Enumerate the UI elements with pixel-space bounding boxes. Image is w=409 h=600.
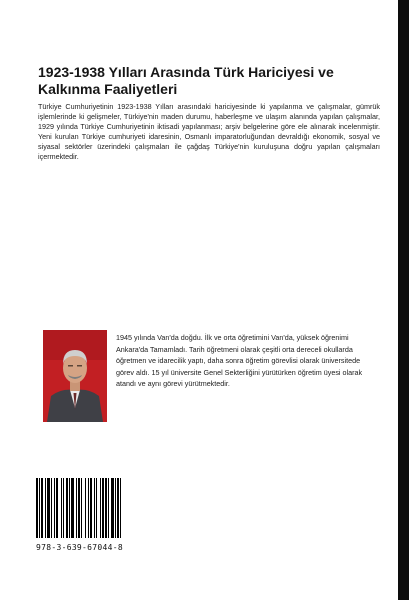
book-spine-edge <box>398 0 409 600</box>
author-photo <box>43 330 107 422</box>
author-bio: 1945 yılında Van'da doğdu. İlk ve orta öğretimini Van'da, yüksek öğrenimi Ankara'da Tamamladı. Tarih öğretmeni olarak çeşitli orta dereceli okullarda öğretmen ve idarecilik yaptı, daha sonra öğretim görevlisi olarak üniversitede görev aldı. 15 yıl üniversite Genel Sekterliğini yürütürken öğretim üyesi olarak atandı ve aynı görevi yürütmektedir. <box>116 333 363 388</box>
isbn-barcode-icon <box>36 478 156 538</box>
barcode-bar <box>121 478 123 538</box>
author-portrait-icon <box>43 330 107 422</box>
isbn-number: 978-3-639-67044-8 <box>36 543 123 552</box>
book-title: 1923-1938 Yılları Arasında Türk Hariciyesi ve Kalkınma Faaliyetleri <box>38 64 334 97</box>
book-description: Türkiye Cumhuriyetinin 1923-1938 Yılları arasındaki hariciyesinde ki yapılanma ve çalışmalar, gümrük işlemlerinde ki gelişmeler, Türkiye'nin maden durumu, haberleşme ve ulaşım alanında yapılan çalışmalar, 1929 yılında Türkiye Cumhuriyetinin iktisadi yapılanması; arşiv belgelerine göre ele alınarak incelenmiştir. Yeni kurulan Türkiye cumhuriyeti idaresinin, Osmanlı imparatorluğundan devraldığı ekonomik, sosyal ve siyasal sektörler üzerindeki çalışmaları ile çağdaş Türkiye'nin kuruluşuna doğru yapılan çalışmaları içermektedir. <box>38 102 380 162</box>
